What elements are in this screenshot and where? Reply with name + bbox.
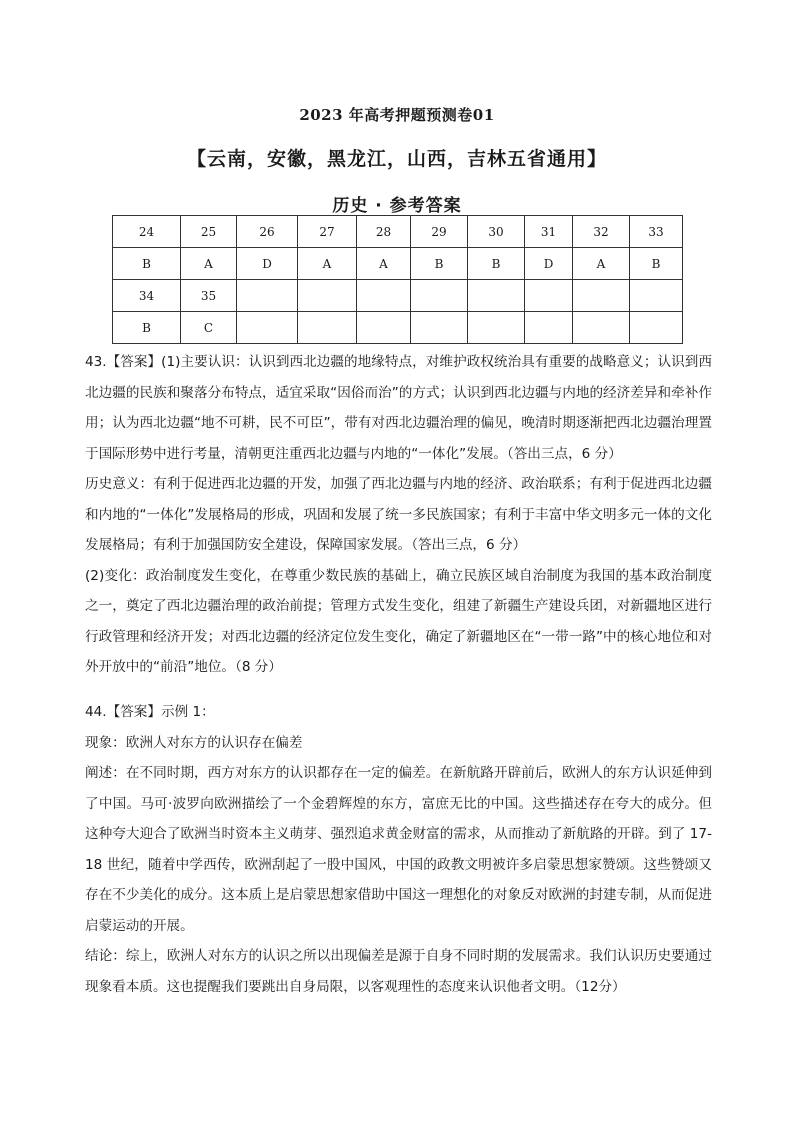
answer-cell (411, 312, 468, 344)
question-number-cell: 30 (468, 216, 525, 248)
q44-conclusion: 结论：综上，欧洲人对东方的认识之所以出现偏差是源于自身不同时期的发展需求。我们认识历史要通过现象看本质。这也提醒我们要跳出自身局限，以客观理性的态度来认识他者文明。（12分） (85, 948, 712, 995)
answer-cell: B (113, 248, 181, 280)
q44-answer (85, 697, 712, 1002)
answer-cell: B (630, 248, 683, 280)
section-title: 历史 · 参考答案 (332, 196, 462, 216)
answer-cell (468, 312, 525, 344)
question-number-cell: 31 (525, 216, 573, 248)
question-number-cell (237, 280, 298, 312)
question-number-cell (411, 280, 468, 312)
answer-cell: B (411, 248, 468, 280)
table-row (113, 312, 683, 344)
question-number-cell (525, 280, 573, 312)
question-number-cell: 32 (573, 216, 630, 248)
q43-paragraph-3: (2)变化：政治制度发生变化，在尊重少数民族的基础上，确立民族区域自治制度为我国的基本政治制度之一，奠定了西北边疆治理的政治前提；管理方式发生变化，组建了新疆生产建设兵团，对新疆地区进行行政管理和经济开发；对西北边疆的经济定位发生变化，确定了新疆地区在“一带一路”中的核心地位和对外开放中的“前沿”地位。（8 分） (85, 567, 712, 675)
question-number-cell: 28 (357, 216, 411, 248)
question-number-cell (468, 280, 525, 312)
exam-title: 2023 年高考押题预测卷01 (299, 106, 495, 124)
question-number-cell (630, 280, 683, 312)
question-number-cell: 25 (181, 216, 237, 248)
exam-subtitle: 【云南，安徽，黑龙江，山西，吉林五省通用】 (186, 148, 607, 170)
table-row (113, 280, 683, 312)
answer-cell (298, 312, 357, 344)
answer-cell (573, 312, 630, 344)
answer-cell: C (181, 312, 237, 344)
answer-cell (630, 312, 683, 344)
answer-cell: B (468, 248, 525, 280)
q44-heading: 44.【答案】示例 1： (85, 704, 215, 720)
answer-cell: A (298, 248, 357, 280)
answer-cell (525, 312, 573, 344)
answer-cell: D (237, 248, 298, 280)
answer-cell: A (357, 248, 411, 280)
question-number-cell: 24 (113, 216, 181, 248)
answer-cell: A (181, 248, 237, 280)
q43-paragraph-1: 43.【答案】(1)主要认识：认识到西北边疆的地缘特点，对维护政权统治具有重要的战略意义；认识到西北边疆的民族和聚落分布特点，适宜采取“因俗而治”的方式；认识到西北边疆与内地的经济差异和牵补作用；认为西北边疆“地不可耕，民不可臣”，带有对西北边疆治理的偏见，晚清时期逐渐把西北边疆治理置于国际形势中进行考量，清朝更注重西北边疆与内地的“一体化”发展。（答出三点，6 分） (85, 354, 712, 462)
table-row (113, 248, 683, 280)
question-number-cell: 26 (237, 216, 298, 248)
answer-table (112, 215, 683, 344)
q43-answer (85, 347, 712, 683)
q44-explanation: 阐述：在不同时期，西方对东方的认识都存在一定的偏差。在新航路开辟前后，欧洲人的东方认识延伸到了中国。马可·波罗向欧洲描绘了一个金碧辉煌的东方，富庶无比的中国。这些描述存在夸大的成分。但这种夸大迎合了欧洲当时资本主义萌芽、强烈追求黄金财富的需求，从而推动了新航路的开辟。到了 17-18 世纪，随着中学西传，欧洲刮起了一股中国风，中国的政教文明被许多启蒙思想家赞颂。这些赞颂又存在不少美化的成分。这本质上是启蒙思想家借助中国这一理想化的对象反对欧洲的封建专制，从而促进启蒙运动的开展。 (85, 765, 712, 934)
question-number-cell: 34 (113, 280, 181, 312)
table-row (113, 216, 683, 248)
answer-cell (237, 312, 298, 344)
question-number-cell (357, 280, 411, 312)
answer-cell: D (525, 248, 573, 280)
question-number-cell: 33 (630, 216, 683, 248)
question-number-cell: 29 (411, 216, 468, 248)
question-number-cell (298, 280, 357, 312)
question-number-cell: 27 (298, 216, 357, 248)
q43-paragraph-2: 历史意义：有利于促进西北边疆的开发，加强了西北边疆与内地的经济、政治联系；有利于促进西北边疆和内地的“一体化”发展格局的形成，巩固和发展了统一多民族国家；有利于丰富中华文明多元一体的文化发展格局；有利于加强国防安全建设，保障国家发展。（答出三点，6 分） (85, 476, 712, 553)
question-number-cell (573, 280, 630, 312)
answer-cell: B (113, 312, 181, 344)
answer-cell (357, 312, 411, 344)
answer-cell: A (573, 248, 630, 280)
q44-phenomenon: 现象：欧洲人对东方的认识存在偏差 (85, 734, 303, 751)
question-number-cell: 35 (181, 280, 237, 312)
